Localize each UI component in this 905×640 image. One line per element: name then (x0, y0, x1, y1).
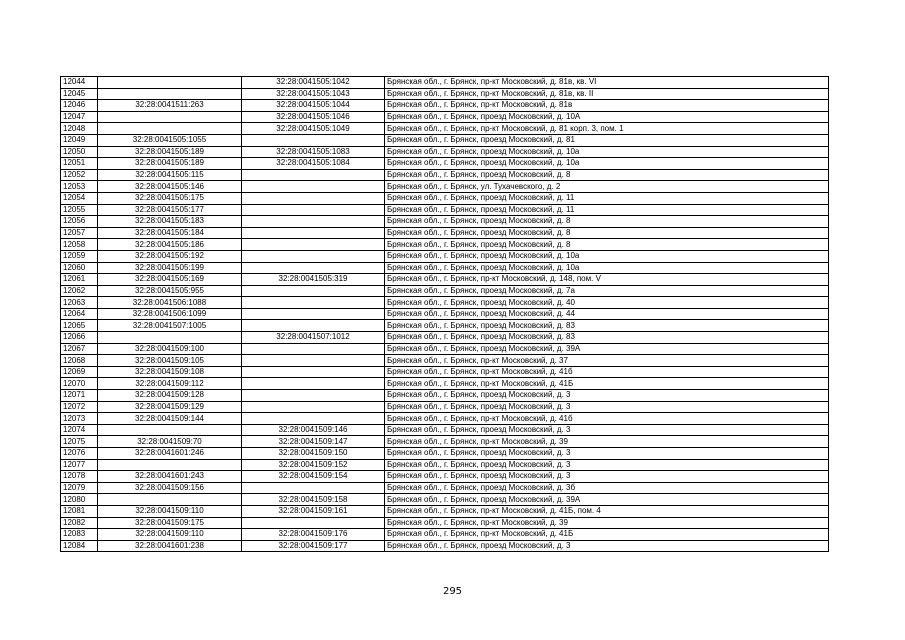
cadastral-number-cell: 32:28:0041505:189 (98, 146, 242, 158)
premises-cadastral-number-cell (242, 355, 385, 367)
address-cell: Брянская обл., г. Брянск, пр-кт Московский, д. 41Б (385, 529, 829, 541)
row-number-cell: 12076 (61, 448, 98, 460)
cadastral-number-cell: 32:28:0041505:115 (98, 169, 242, 181)
premises-cadastral-number-cell: 32:28:0041509:150 (242, 448, 385, 460)
cadastral-number-cell: 32:28:0041511:263 (98, 100, 242, 112)
cadastral-number-cell: 32:28:0041509:144 (98, 413, 242, 425)
address-cell: Брянская обл., г. Брянск, пр-кт Московский, д. 39 (385, 436, 829, 448)
cadastral-number-cell: 32:28:0041507:1005 (98, 320, 242, 332)
cadastral-number-cell: 32:28:0041509:156 (98, 482, 242, 494)
address-cell: Брянская обл., г. Брянск, пр-кт Московский, д. 81в, кв. VI (385, 77, 829, 89)
cadastral-number-cell: 32:28:0041509:100 (98, 343, 242, 355)
address-cell: Брянская обл., г. Брянск, пр-кт Московский, д. 41б (385, 366, 829, 378)
row-number-cell: 12074 (61, 424, 98, 436)
address-cell: Брянская обл., г. Брянск, пр-кт Московский, д. 81в, кв. II (385, 88, 829, 100)
table-row (61, 320, 829, 332)
row-number-cell: 12072 (61, 401, 98, 413)
row-number-cell: 12082 (61, 517, 98, 529)
table-row (61, 274, 829, 286)
address-cell: Брянская обл., г. Брянск, пр-кт Московский, д. 41б (385, 413, 829, 425)
table-row (61, 262, 829, 274)
address-cell: Брянская обл., г. Брянск, проезд Московский, д. 10а (385, 250, 829, 262)
premises-cadastral-number-cell: 32:28:0041505:1049 (242, 123, 385, 135)
table-row (61, 146, 829, 158)
address-cell: Брянская обл., г. Брянск, проезд Московский, д. 44 (385, 308, 829, 320)
premises-cadastral-number-cell (242, 482, 385, 494)
row-number-cell: 12064 (61, 308, 98, 320)
row-number-cell: 12075 (61, 436, 98, 448)
table-row (61, 332, 829, 344)
row-number-cell: 12055 (61, 204, 98, 216)
premises-cadastral-number-cell (242, 285, 385, 297)
address-cell: Брянская обл., г. Брянск, проезд Московский, д. 3б (385, 482, 829, 494)
row-number-cell: 12049 (61, 134, 98, 146)
address-cell: Брянская обл., г. Брянск, проезд Московский, д. 10а (385, 158, 829, 170)
premises-cadastral-number-cell (242, 192, 385, 204)
premises-cadastral-number-cell: 32:28:0041509:161 (242, 505, 385, 517)
table-row (61, 459, 829, 471)
address-cell: Брянская обл., г. Брянск, пр-кт Московский, д. 148, пом. V (385, 274, 829, 286)
premises-cadastral-number-cell: 32:28:0041505:1084 (242, 158, 385, 170)
premises-cadastral-number-cell: 32:28:0041505:1046 (242, 111, 385, 123)
row-number-cell: 12078 (61, 471, 98, 483)
cadastral-number-cell: 32:28:0041509:110 (98, 529, 242, 541)
premises-cadastral-number-cell (242, 134, 385, 146)
table-row (61, 366, 829, 378)
address-cell: Брянская обл., г. Брянск, пр-кт Московский, д. 41Б, пом. 4 (385, 505, 829, 517)
premises-cadastral-number-cell (242, 390, 385, 402)
row-number-cell: 12056 (61, 216, 98, 228)
row-number-cell: 12070 (61, 378, 98, 390)
table-row (61, 181, 829, 193)
address-cell: Брянская обл., г. Брянск, проезд Московский, д. 39А (385, 494, 829, 506)
address-cell: Брянская обл., г. Брянск, проезд Московский, д. 3 (385, 424, 829, 436)
table-row (61, 471, 829, 483)
table-row (61, 517, 829, 529)
address-cell: Брянская обл., г. Брянск, проезд Московский, д. 40 (385, 297, 829, 309)
cadastral-number-cell: 32:28:0041505:183 (98, 216, 242, 228)
address-cell: Брянская обл., г. Брянск, пр-кт Московский, д. 41Б (385, 378, 829, 390)
premises-cadastral-number-cell: 32:28:0041505:1044 (242, 100, 385, 112)
row-number-cell: 12063 (61, 297, 98, 309)
row-number-cell: 12081 (61, 505, 98, 517)
table-row (61, 494, 829, 506)
address-cell: Брянская обл., г. Брянск, проезд Московский, д. 3 (385, 448, 829, 460)
premises-cadastral-number-cell (242, 169, 385, 181)
cadastral-number-cell (98, 332, 242, 344)
address-cell: Брянская обл., г. Брянск, проезд Московский, д. 8 (385, 239, 829, 251)
row-number-cell: 12050 (61, 146, 98, 158)
premises-cadastral-number-cell: 32:28:0041509:152 (242, 459, 385, 471)
table-row (61, 227, 829, 239)
cadastral-number-cell: 32:28:0041509:108 (98, 366, 242, 378)
premises-cadastral-number-cell (242, 413, 385, 425)
cadastral-number-cell: 32:28:0041505:169 (98, 274, 242, 286)
row-number-cell: 12052 (61, 169, 98, 181)
row-number-cell: 12077 (61, 459, 98, 471)
table-row (61, 134, 829, 146)
table-row (61, 505, 829, 517)
table-row (61, 448, 829, 460)
cadastral-number-cell: 32:28:0041506:1099 (98, 308, 242, 320)
cadastral-number-cell (98, 88, 242, 100)
row-number-cell: 12054 (61, 192, 98, 204)
premises-cadastral-number-cell (242, 227, 385, 239)
cadastral-number-cell (98, 424, 242, 436)
row-number-cell: 12060 (61, 262, 98, 274)
row-number-cell: 12080 (61, 494, 98, 506)
table-row (61, 297, 829, 309)
cadastral-number-cell: 32:28:0041509:112 (98, 378, 242, 390)
table-row (61, 401, 829, 413)
row-number-cell: 12062 (61, 285, 98, 297)
row-number-cell: 12079 (61, 482, 98, 494)
table-row (61, 436, 829, 448)
table-row (61, 100, 829, 112)
row-number-cell: 12066 (61, 332, 98, 344)
address-cell: Брянская обл., г. Брянск, проезд Московский, д. 8 (385, 169, 829, 181)
cadastral-number-cell (98, 111, 242, 123)
address-cell: Брянская обл., г. Брянск, пр-кт Московский, д. 37 (385, 355, 829, 367)
address-cell: Брянская обл., г. Брянск, проезд Московский, д. 83 (385, 332, 829, 344)
row-number-cell: 12045 (61, 88, 98, 100)
premises-cadastral-number-cell (242, 308, 385, 320)
table-row (61, 88, 829, 100)
table-row (61, 413, 829, 425)
table-row (61, 529, 829, 541)
table-row (61, 204, 829, 216)
premises-cadastral-number-cell: 32:28:0041507:1012 (242, 332, 385, 344)
address-cell: Брянская обл., г. Брянск, пр-кт Московский, д. 81 корп. 3, пом. 1 (385, 123, 829, 135)
row-number-cell: 12048 (61, 123, 98, 135)
address-cell: Брянская обл., г. Брянск, проезд Московский, д. 83 (385, 320, 829, 332)
address-cell: Брянская обл., г. Брянск, пр-кт Московский, д. 39 (385, 517, 829, 529)
premises-cadastral-number-cell: 32:28:0041509:154 (242, 471, 385, 483)
premises-cadastral-number-cell (242, 262, 385, 274)
cadastral-number-cell: 32:28:0041601:238 (98, 540, 242, 552)
cadastral-number-cell: 32:28:0041601:243 (98, 471, 242, 483)
cadastral-number-cell (98, 77, 242, 89)
table-row (61, 540, 829, 552)
premises-cadastral-number-cell (242, 517, 385, 529)
table-row (61, 158, 829, 170)
cadastral-number-cell: 32:28:0041506:1088 (98, 297, 242, 309)
row-number-cell: 12065 (61, 320, 98, 332)
row-number-cell: 12044 (61, 77, 98, 89)
row-number-cell: 12073 (61, 413, 98, 425)
row-number-cell: 12057 (61, 227, 98, 239)
registry-table (60, 76, 829, 552)
row-number-cell: 12084 (61, 540, 98, 552)
cadastral-number-cell: 32:28:0041505:955 (98, 285, 242, 297)
cadastral-number-cell: 32:28:0041505:184 (98, 227, 242, 239)
cadastral-number-cell (98, 123, 242, 135)
address-cell: Брянская обл., г. Брянск, проезд Московский, д. 8 (385, 227, 829, 239)
premises-cadastral-number-cell: 32:28:0041509:176 (242, 529, 385, 541)
cadastral-number-cell: 32:28:0041509:110 (98, 505, 242, 517)
premises-cadastral-number-cell: 32:28:0041505:1043 (242, 88, 385, 100)
table-row (61, 285, 829, 297)
row-number-cell: 12047 (61, 111, 98, 123)
table-row (61, 355, 829, 367)
address-cell: Брянская обл., г. Брянск, проезд Московский, д. 39А (385, 343, 829, 355)
registry-table-body (61, 77, 829, 552)
premises-cadastral-number-cell (242, 239, 385, 251)
table-row (61, 308, 829, 320)
page-number: 295 (442, 586, 463, 597)
address-cell: Брянская обл., г. Брянск, проезд Московский, д. 11 (385, 204, 829, 216)
table-row (61, 378, 829, 390)
table-row (61, 424, 829, 436)
table-row (61, 111, 829, 123)
premises-cadastral-number-cell (242, 343, 385, 355)
row-number-cell: 12061 (61, 274, 98, 286)
cadastral-number-cell: 32:28:0041505:189 (98, 158, 242, 170)
premises-cadastral-number-cell (242, 297, 385, 309)
premises-cadastral-number-cell (242, 250, 385, 262)
address-cell: Брянская обл., г. Брянск, проезд Московский, д. 11 (385, 192, 829, 204)
row-number-cell: 12068 (61, 355, 98, 367)
address-cell: Брянская обл., г. Брянск, пр-кт Московский, д. 81в (385, 100, 829, 112)
address-cell: Брянская обл., г. Брянск, проезд Московский, д. 3 (385, 459, 829, 471)
address-cell: Брянская обл., г. Брянск, проезд Московский, д. 3 (385, 471, 829, 483)
table-row (61, 216, 829, 228)
premises-cadastral-number-cell (242, 216, 385, 228)
cadastral-number-cell: 32:28:0041509:129 (98, 401, 242, 413)
premises-cadastral-number-cell: 32:28:0041505:1042 (242, 77, 385, 89)
table-row (61, 390, 829, 402)
cadastral-number-cell: 32:28:0041505:199 (98, 262, 242, 274)
address-cell: Брянская обл., г. Брянск, проезд Московский, д. 3 (385, 390, 829, 402)
premises-cadastral-number-cell: 32:28:0041509:177 (242, 540, 385, 552)
cadastral-number-cell: 32:28:0041509:175 (98, 517, 242, 529)
premises-cadastral-number-cell (242, 378, 385, 390)
cadastral-number-cell: 32:28:0041505:186 (98, 239, 242, 251)
cadastral-number-cell: 32:28:0041505:146 (98, 181, 242, 193)
cadastral-number-cell: 32:28:0041509:105 (98, 355, 242, 367)
address-cell: Брянская обл., г. Брянск, проезд Московский, д. 10а (385, 146, 829, 158)
cadastral-number-cell: 32:28:0041509:128 (98, 390, 242, 402)
address-cell: Брянская обл., г. Брянск, проезд Московский, д. 3 (385, 401, 829, 413)
cadastral-number-cell: 32:28:0041509:70 (98, 436, 242, 448)
premises-cadastral-number-cell: 32:28:0041509:158 (242, 494, 385, 506)
table-row (61, 239, 829, 251)
table-row (61, 343, 829, 355)
premises-cadastral-number-cell (242, 181, 385, 193)
premises-cadastral-number-cell (242, 366, 385, 378)
address-cell: Брянская обл., г. Брянск, ул. Тухачевского, д. 2 (385, 181, 829, 193)
cadastral-number-cell: 32:28:0041505:1055 (98, 134, 242, 146)
cadastral-number-cell: 32:28:0041505:192 (98, 250, 242, 262)
row-number-cell: 12046 (61, 100, 98, 112)
cadastral-number-cell (98, 459, 242, 471)
address-cell: Брянская обл., г. Брянск, проезд Московский, д. 8 (385, 216, 829, 228)
premises-cadastral-number-cell: 32:28:0041509:146 (242, 424, 385, 436)
premises-cadastral-number-cell: 32:28:0041509:147 (242, 436, 385, 448)
row-number-cell: 12067 (61, 343, 98, 355)
address-cell: Брянская обл., г. Брянск, проезд Московский, д. 10А (385, 111, 829, 123)
table-row (61, 482, 829, 494)
cadastral-number-cell: 32:28:0041505:177 (98, 204, 242, 216)
table-row (61, 169, 829, 181)
address-cell: Брянская обл., г. Брянск, проезд Московский, д. 7а (385, 285, 829, 297)
cadastral-number-cell: 32:28:0041505:175 (98, 192, 242, 204)
row-number-cell: 12069 (61, 366, 98, 378)
premises-cadastral-number-cell (242, 401, 385, 413)
premises-cadastral-number-cell (242, 204, 385, 216)
row-number-cell: 12083 (61, 529, 98, 541)
address-cell: Брянская обл., г. Брянск, проезд Московский, д. 81 (385, 134, 829, 146)
premises-cadastral-number-cell (242, 320, 385, 332)
premises-cadastral-number-cell: 32:28:0041505:1083 (242, 146, 385, 158)
row-number-cell: 12051 (61, 158, 98, 170)
table-row (61, 192, 829, 204)
address-cell: Брянская обл., г. Брянск, проезд Московский, д. 3 (385, 540, 829, 552)
row-number-cell: 12059 (61, 250, 98, 262)
cadastral-number-cell: 32:28:0041601:246 (98, 448, 242, 460)
address-cell: Брянская обл., г. Брянск, проезд Московский, д. 10а (385, 262, 829, 274)
cadastral-number-cell (98, 494, 242, 506)
row-number-cell: 12071 (61, 390, 98, 402)
row-number-cell: 12058 (61, 239, 98, 251)
table-row (61, 123, 829, 135)
table-row (61, 77, 829, 89)
premises-cadastral-number-cell: 32:28:0041505:319 (242, 274, 385, 286)
table-row (61, 250, 829, 262)
row-number-cell: 12053 (61, 181, 98, 193)
